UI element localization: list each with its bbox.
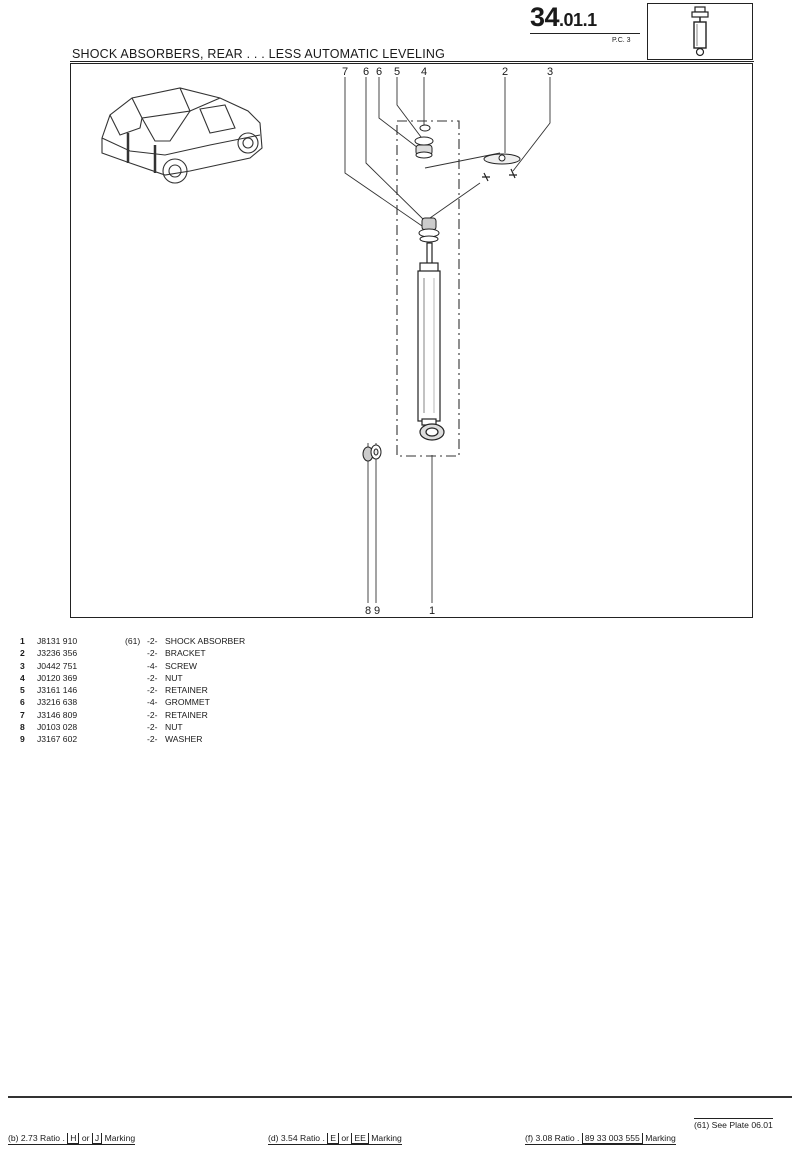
callout-6b: 6 [375, 66, 383, 78]
ratio-note-f [525, 1133, 676, 1145]
nut-and-washer [363, 445, 381, 461]
ratio-prefix: (f) 3.08 Ratio . [525, 1133, 580, 1143]
item-index: 6 [20, 697, 25, 708]
part-number: J8131 910 [37, 636, 78, 646]
see-plate-note: (61) See Plate 06.01 [694, 1120, 773, 1130]
leader-lines [345, 77, 550, 603]
quantity: -2- [147, 648, 158, 659]
item-index: 2 [20, 648, 25, 659]
parts-list [20, 635, 245, 746]
part-number: J0442 751 [37, 660, 78, 671]
list-item [20, 733, 245, 745]
shock-absorber-body [418, 243, 444, 440]
marking-code: J [92, 1133, 102, 1144]
part-number: J3146 809 [37, 709, 78, 720]
ratio-suffix: Marking [104, 1133, 136, 1143]
quantity: -2- [147, 722, 158, 733]
part-name: WASHER [165, 734, 203, 745]
ratio-suffix: Marking [645, 1133, 676, 1143]
list-item [20, 660, 245, 672]
ratio-prefix: (d) 3.54 Ratio . [268, 1133, 325, 1143]
ratio-note-d [268, 1133, 402, 1145]
list-item [20, 696, 245, 708]
plate-reference [125, 696, 147, 708]
part-name: BRACKET [165, 648, 206, 659]
list-item [20, 647, 245, 659]
part-name: NUT [165, 672, 183, 683]
plate-reference: (61) [125, 636, 141, 646]
part-name: SHOCK ABSORBER [165, 636, 246, 646]
callout-6a: 6 [362, 66, 370, 78]
marking-code: EE [351, 1133, 368, 1144]
part-name: GROMMET [165, 697, 210, 708]
quantity: -4- [147, 660, 158, 671]
ratio-or: or [81, 1133, 90, 1143]
part-name: NUT [165, 722, 183, 733]
list-item [20, 709, 245, 721]
plate-reference [125, 660, 147, 672]
ratio-note-b [8, 1133, 135, 1145]
plate-reference [125, 672, 147, 684]
item-index: 5 [20, 685, 25, 696]
list-item [20, 635, 245, 647]
ratio-suffix: Marking [371, 1133, 402, 1143]
marking-code: E [327, 1133, 339, 1144]
plate-reference [125, 684, 147, 696]
part-number: J0120 369 [37, 672, 78, 683]
quantity: -4- [147, 697, 158, 708]
list-item [20, 672, 245, 684]
quantity: -2- [147, 672, 158, 683]
page-title: SHOCK ABSORBERS, REAR . . . LESS AUTOMATIC LEVELING [72, 47, 446, 61]
quantity: -2- [147, 636, 158, 646]
title-rule [70, 61, 754, 62]
part-name: SCREW [165, 660, 197, 671]
plate-number [530, 2, 597, 33]
part-name: RETAINER [165, 685, 208, 696]
callout-4: 4 [420, 66, 428, 78]
car-illustration [102, 88, 262, 183]
callout-8: 8 [364, 605, 372, 617]
item-index: 7 [20, 709, 25, 720]
callout-1: 1 [428, 605, 436, 617]
plate-suffix: .1 [582, 10, 597, 30]
item-index: 9 [20, 734, 25, 745]
part-number: J3161 146 [37, 685, 78, 696]
plate-reference [125, 733, 147, 745]
quantity: -2- [147, 734, 158, 745]
plate-reference [125, 647, 147, 659]
callout-9: 9 [373, 605, 381, 617]
list-item [20, 684, 245, 696]
part-number: J3216 638 [37, 697, 78, 708]
callout-2: 2 [501, 66, 509, 78]
shock-absorber-icon [648, 4, 751, 58]
marking-code: H [67, 1133, 79, 1144]
callout-3: 3 [546, 66, 554, 78]
part-number: J3167 602 [37, 734, 78, 745]
plate-reference [125, 721, 147, 733]
footer-rule [8, 1096, 792, 1098]
item-index: 8 [20, 722, 25, 733]
callout-7: 7 [341, 66, 349, 78]
quantity: -2- [147, 685, 158, 696]
plate-reference [125, 709, 147, 721]
quantity: -2- [147, 709, 158, 720]
part-number: J0103 028 [37, 722, 78, 733]
plate-sub: .01 [559, 10, 583, 30]
ratio-or: or [341, 1133, 350, 1143]
callout-5: 5 [393, 66, 401, 78]
exploded-diagram [70, 63, 753, 618]
plate-underline [530, 33, 640, 34]
item-index: 3 [20, 660, 25, 671]
list-item [20, 721, 245, 733]
lower-grommet [419, 218, 439, 242]
part-name: RETAINER [165, 709, 208, 720]
upper-mount-hardware [415, 125, 520, 181]
item-index: 1 [20, 636, 25, 646]
item-index: 4 [20, 672, 25, 683]
plate-code: P.C. 3 [612, 37, 631, 44]
ratio-prefix: (b) 2.73 Ratio . [8, 1133, 65, 1143]
marking-code: 89 33 003 555 [582, 1133, 643, 1144]
thumbnail-box [647, 3, 753, 60]
plate-main: 34 [530, 2, 560, 32]
part-number: J3236 356 [37, 648, 78, 659]
